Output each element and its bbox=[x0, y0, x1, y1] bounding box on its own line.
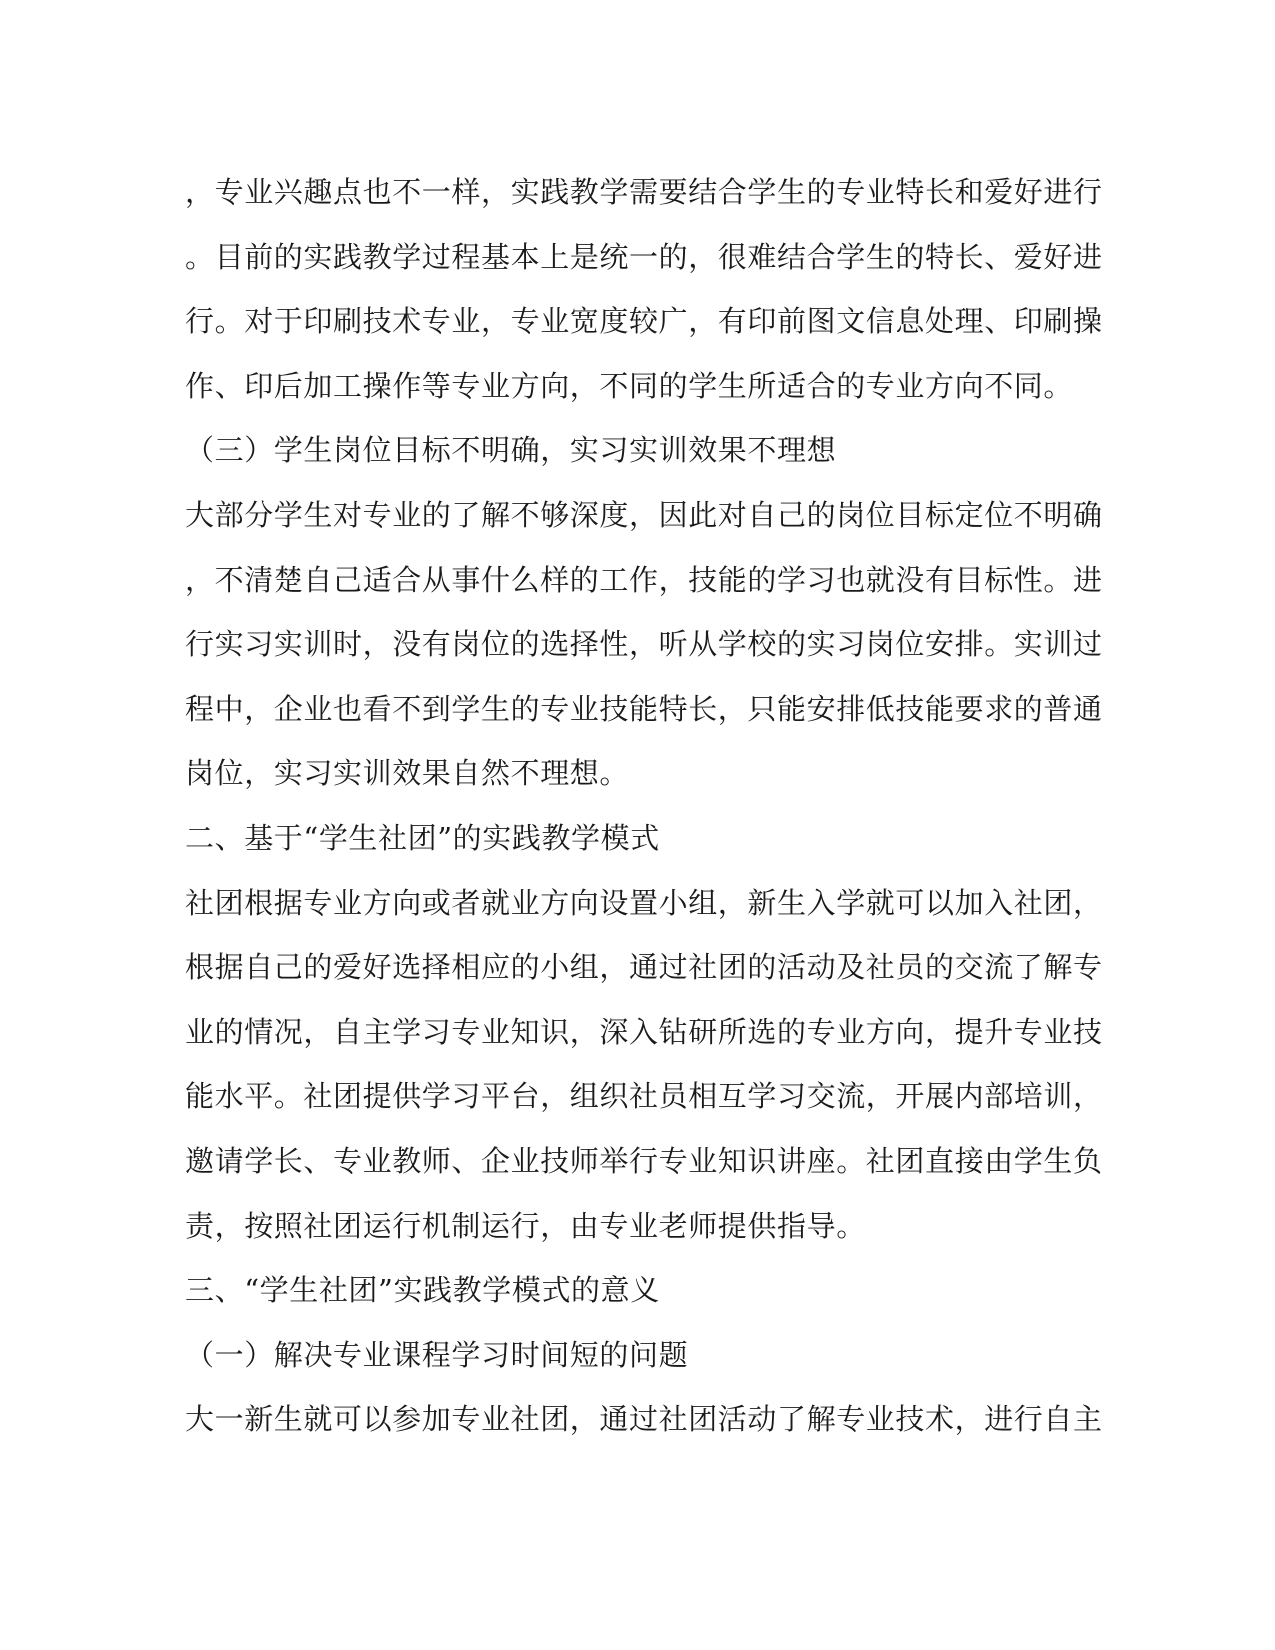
section-heading: 三、“学生社团”实践教学模式的意义 bbox=[185, 1273, 660, 1308]
paragraph-line: 能水平。社团提供学习平台，组织社员相互学习交流，开展内部培训， bbox=[185, 1079, 1103, 1114]
paragraph-line: 程中，企业也看不到学生的专业技能特长，只能安排低技能要求的普通 bbox=[185, 691, 1103, 726]
paragraph-line: 责，按照社团运行机制运行，由专业老师提供指导。 bbox=[185, 1208, 866, 1243]
paragraph-line: 行。对于印刷技术专业，专业宽度较广，有印前图文信息处理、印刷操 bbox=[185, 304, 1103, 339]
paragraph-line: 。目前的实践教学过程基本上是统一的，很难结合学生的特长、爱好进 bbox=[185, 239, 1103, 274]
paragraph-line: 作、印后加工操作等专业方向，不同的学生所适合的专业方向不同。 bbox=[185, 368, 1074, 403]
paragraph-line: 大部分学生对专业的了解不够深度，因此对自己的岗位目标定位不明确 bbox=[185, 497, 1103, 532]
paragraph-line: 岗位，实习实训效果自然不理想。 bbox=[185, 756, 630, 791]
body-text bbox=[185, 160, 1103, 1452]
section-heading: （三）学生岗位目标不明确，实习实训效果不理想 bbox=[185, 433, 837, 468]
section-heading: 二、基于“学生社团”的实践教学模式 bbox=[185, 820, 660, 855]
paragraph-line: ，不清楚自己适合从事什么样的工作，技能的学习也就没有目标性。进 bbox=[185, 562, 1103, 597]
paragraph-line: 邀请学长、专业教师、企业技师举行专业知识讲座。社团直接由学生负 bbox=[185, 1143, 1103, 1178]
subsection-heading: （一）解决专业课程学习时间短的问题 bbox=[185, 1337, 689, 1372]
paragraph-line: 社团根据专业方向或者就业方向设置小组，新生入学就可以加入社团， bbox=[185, 885, 1103, 920]
paragraph-line: 业的情况，自主学习专业知识，深入钻研所选的专业方向，提升专业技 bbox=[185, 1014, 1103, 1049]
paragraph-line: 大一新生就可以参加专业社团，通过社团活动了解专业技术，进行自主 bbox=[185, 1402, 1103, 1437]
paragraph-line: 行实习实训时，没有岗位的选择性，听从学校的实习岗位安排。实训过 bbox=[185, 627, 1103, 662]
paragraph-line: ，专业兴趣点也不一样，实践教学需要结合学生的专业特长和爱好进行 bbox=[185, 175, 1103, 209]
paragraph-line: 根据自己的爱好选择相应的小组，通过社团的活动及社员的交流了解专 bbox=[185, 950, 1103, 985]
